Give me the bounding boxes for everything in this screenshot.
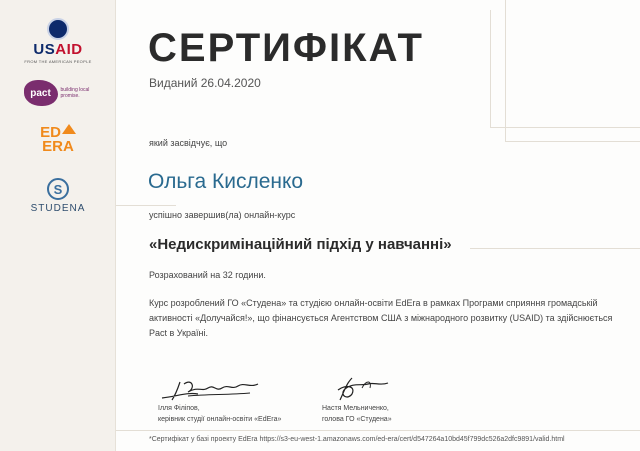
studena-mark-icon: S bbox=[47, 178, 69, 200]
edera-logo bbox=[0, 126, 116, 154]
decor-rule bbox=[116, 430, 640, 431]
completed-text: успішно завершив(ла) онлайн-курс bbox=[149, 210, 296, 220]
course-title: «Недискримінаційний підхід у навчанні» bbox=[149, 236, 452, 253]
edera-arrow-icon bbox=[62, 124, 76, 134]
certificate-title: СЕРТИФІКАТ bbox=[148, 26, 424, 70]
verification-link[interactable]: *Сертифікат у базі проекту EdEra https://s3-eu-west-1.amazonaws.com/ed-era/cert/d547264a10bd45f799dc526a2dfc9891/valid.html bbox=[149, 436, 565, 443]
pact-mark-icon: pact bbox=[24, 80, 58, 106]
usaid-wordmark: USAID bbox=[33, 41, 83, 58]
signer-role: керівник студії онлайн-освіти «EdEra» bbox=[158, 416, 282, 423]
decor-rule bbox=[470, 248, 640, 249]
issue-date: Виданий 26.04.2020 bbox=[149, 76, 261, 90]
signature-icon bbox=[322, 374, 442, 402]
usaid-logo bbox=[0, 18, 116, 64]
confirms-text: який засвідчує, що bbox=[149, 138, 228, 148]
decor-rule bbox=[116, 205, 176, 206]
signer-name: Ілля Філіпов, bbox=[158, 405, 200, 412]
edera-wordmark-top: ED bbox=[40, 124, 61, 141]
signature-icon bbox=[158, 374, 278, 402]
signer-name: Настя Мельниченко, bbox=[322, 405, 389, 412]
studena-wordmark: STUDENA bbox=[30, 203, 86, 214]
pact-tagline: building local promise. bbox=[60, 87, 90, 99]
edera-wordmark-bottom: ERA bbox=[42, 138, 74, 155]
course-hours: Розрахований на 32 години. bbox=[149, 270, 266, 280]
signature-block bbox=[158, 374, 281, 424]
usaid-seal-icon bbox=[47, 18, 69, 40]
pact-logo bbox=[0, 80, 116, 106]
signature-block bbox=[322, 374, 442, 424]
course-description: Курс розроблений ГО «Студена» та студією онлайн-освіти EdEra в рамках Програми сприяння громадській активності «Долучайся!», що фінансується Агентством США з міжнародного розвитку (USAID) та здійснюється Pact в Україні. bbox=[149, 298, 613, 338]
recipient-name: Ольга Кисленко bbox=[148, 170, 304, 193]
decor-frame bbox=[505, 0, 640, 142]
signer-role: голова ГО «Студена» bbox=[322, 416, 392, 423]
studena-logo bbox=[0, 178, 116, 214]
logo-band bbox=[0, 0, 116, 451]
usaid-tagline: FROM THE AMERICAN PEOPLE bbox=[24, 59, 92, 64]
